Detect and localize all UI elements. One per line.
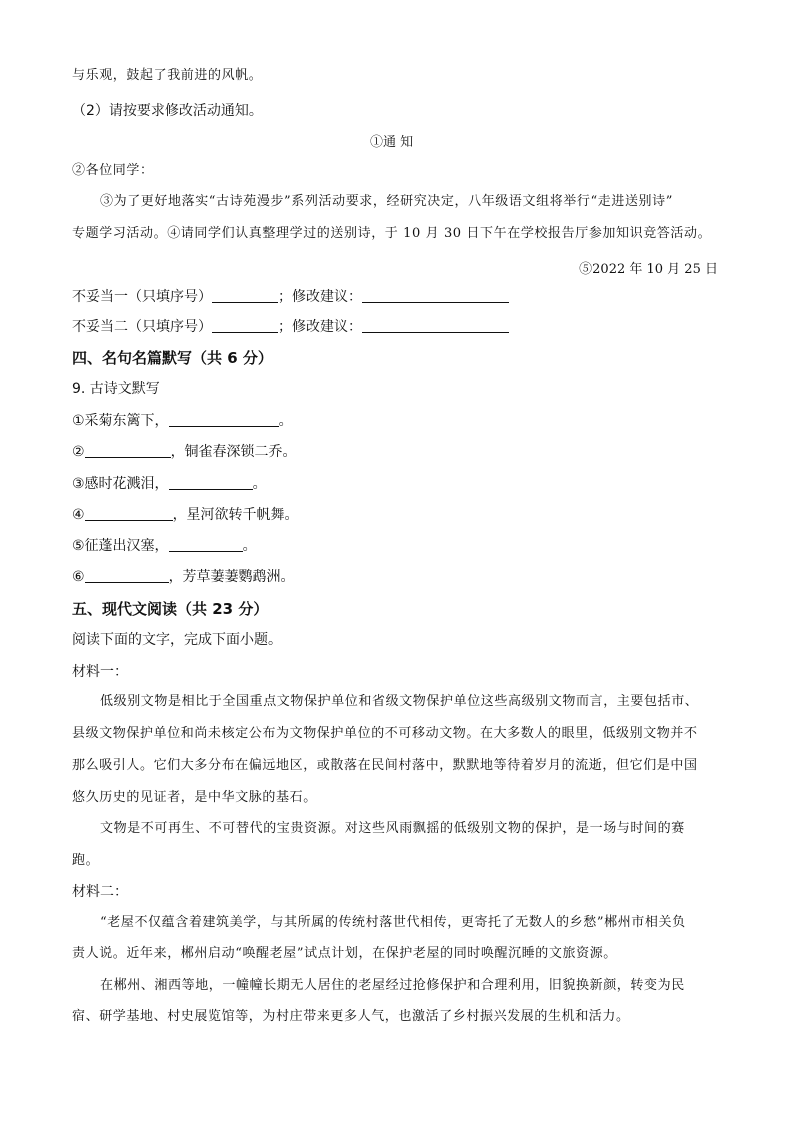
recitation-blank[interactable] [169, 412, 279, 427]
fix-1-suggestion-blank[interactable] [362, 288, 509, 303]
recitation-text: ② [72, 444, 85, 460]
material-2-line: 在郴州、湘西等地，一幢幢长期无人居住的老屋经过抢修保护和合理利用，旧貌换新颜，转变为民 [100, 978, 685, 993]
notice-body-line: ③为了更好地落实“古诗苑漫步”系列活动要求，经研究决定，八年级语文组将举行“走进送别诗” [100, 194, 673, 209]
material-2-label: 材料二： [72, 884, 128, 900]
fix-2-suggestion-label: ；修改建议： [278, 319, 362, 335]
material-2-line: 宿、研学基地、村史展览馆等，为村庄带来更多人气，也激活了乡村振兴发展的生机和活力。 [72, 1009, 630, 1024]
recitation-text: ①采菊东篱下， [72, 413, 169, 429]
notice-title: ①通 知 [370, 135, 414, 150]
material-1-line: 低级别文物是相比于全国重点文物保护单位和省级文物保护单位这些高级别文物而言，主要包括市、 [100, 694, 699, 709]
notice-date: ⑤2022 年 10 月 25 日 [579, 262, 718, 277]
material-2-line: “老屋不仅蕴含着建筑美学，与其所属的传统村落世代相传，更寄托了无数人的乡愁”郴州市相关负 [100, 915, 686, 930]
fix-2-number-blank[interactable] [212, 318, 278, 333]
notice-greeting: ②各位同学： [72, 163, 154, 178]
material-1-line: 跑。 [72, 853, 100, 868]
recitation-item-2 [72, 443, 297, 461]
recitation-blank[interactable] [85, 443, 171, 458]
recitation-text: ④ [72, 507, 85, 523]
material-1-label: 材料一： [72, 664, 128, 680]
material-1-line: 悠久历史的见证者，是中华文脉的基石。 [72, 790, 317, 805]
recitation-text: 。 [278, 413, 293, 429]
fix-row-1 [72, 288, 509, 306]
recitation-item-1 [72, 412, 293, 430]
question-9-label: 9. 古诗文默写 [72, 381, 160, 397]
question-2-prompt: （2）请按要求修改活动通知。 [72, 103, 263, 119]
section-4-title: 四、名句名篇默写（共 6 分） [72, 349, 273, 367]
recitation-text: ，星河欲转千帆舞。 [172, 507, 299, 523]
material-1-line: 县级文物保护单位和尚未核定公布为文物保护单位的不可移动文物。在大多数人的眼里，低级别文物并不 [72, 726, 698, 741]
recitation-text: ，铜雀春深锁二乔。 [170, 444, 297, 460]
continued-text-line: 与乐观，鼓起了我前进的风帆。 [72, 68, 263, 83]
reading-instruction: 阅读下面的文字，完成下面小题。 [72, 632, 282, 648]
recitation-text: ⑤征蓬出汉塞， [72, 538, 169, 554]
material-1-line: 那么吸引人。它们大多分布在偏远地区，或散落在民间村落中，默默地等待着岁月的流逝，但它们是中国 [72, 758, 698, 773]
fix-1-suggestion-label: ；修改建议： [278, 289, 362, 305]
recitation-item-6 [72, 568, 295, 586]
recitation-blank[interactable] [169, 475, 253, 490]
recitation-text: ③感时花溅泪， [72, 476, 169, 492]
recitation-text: 。 [252, 476, 267, 492]
fix-1-number-blank[interactable] [212, 288, 278, 303]
fix-2-suggestion-blank[interactable] [362, 318, 509, 333]
section-5-title: 五、现代文阅读（共 23 分） [72, 600, 269, 618]
material-2-line: 责人说。近年来，郴州启动“唤醒老屋”试点计划，在保护老屋的同时唤醒沉睡的文旅资源。 [72, 946, 617, 961]
recitation-item-4 [72, 506, 299, 524]
recitation-blank[interactable] [169, 537, 243, 552]
recitation-blank[interactable] [85, 506, 173, 521]
material-1-line: 文物是不可再生、不可替代的宝贵资源。对这些风雨飘摇的低级别文物的保护，是一场与时间的赛 [100, 821, 685, 836]
recitation-text: 。 [242, 538, 257, 554]
notice-body-line: 专题学习活动。④请同学们认真整理学过的送别诗，于 10 月 30 日下午在学校报告厅参加知识竞答活动。 [72, 226, 712, 241]
fix-1-label: 不妥当一（只填序号） [72, 289, 212, 305]
recitation-item-5 [72, 537, 257, 555]
recitation-blank[interactable] [85, 568, 169, 583]
recitation-item-3 [72, 475, 267, 493]
fix-2-label: 不妥当二（只填序号） [72, 319, 212, 335]
recitation-text: ，芳草萋萋鹦鹉洲。 [168, 569, 295, 585]
recitation-text: ⑥ [72, 569, 85, 585]
fix-row-2 [72, 318, 509, 336]
